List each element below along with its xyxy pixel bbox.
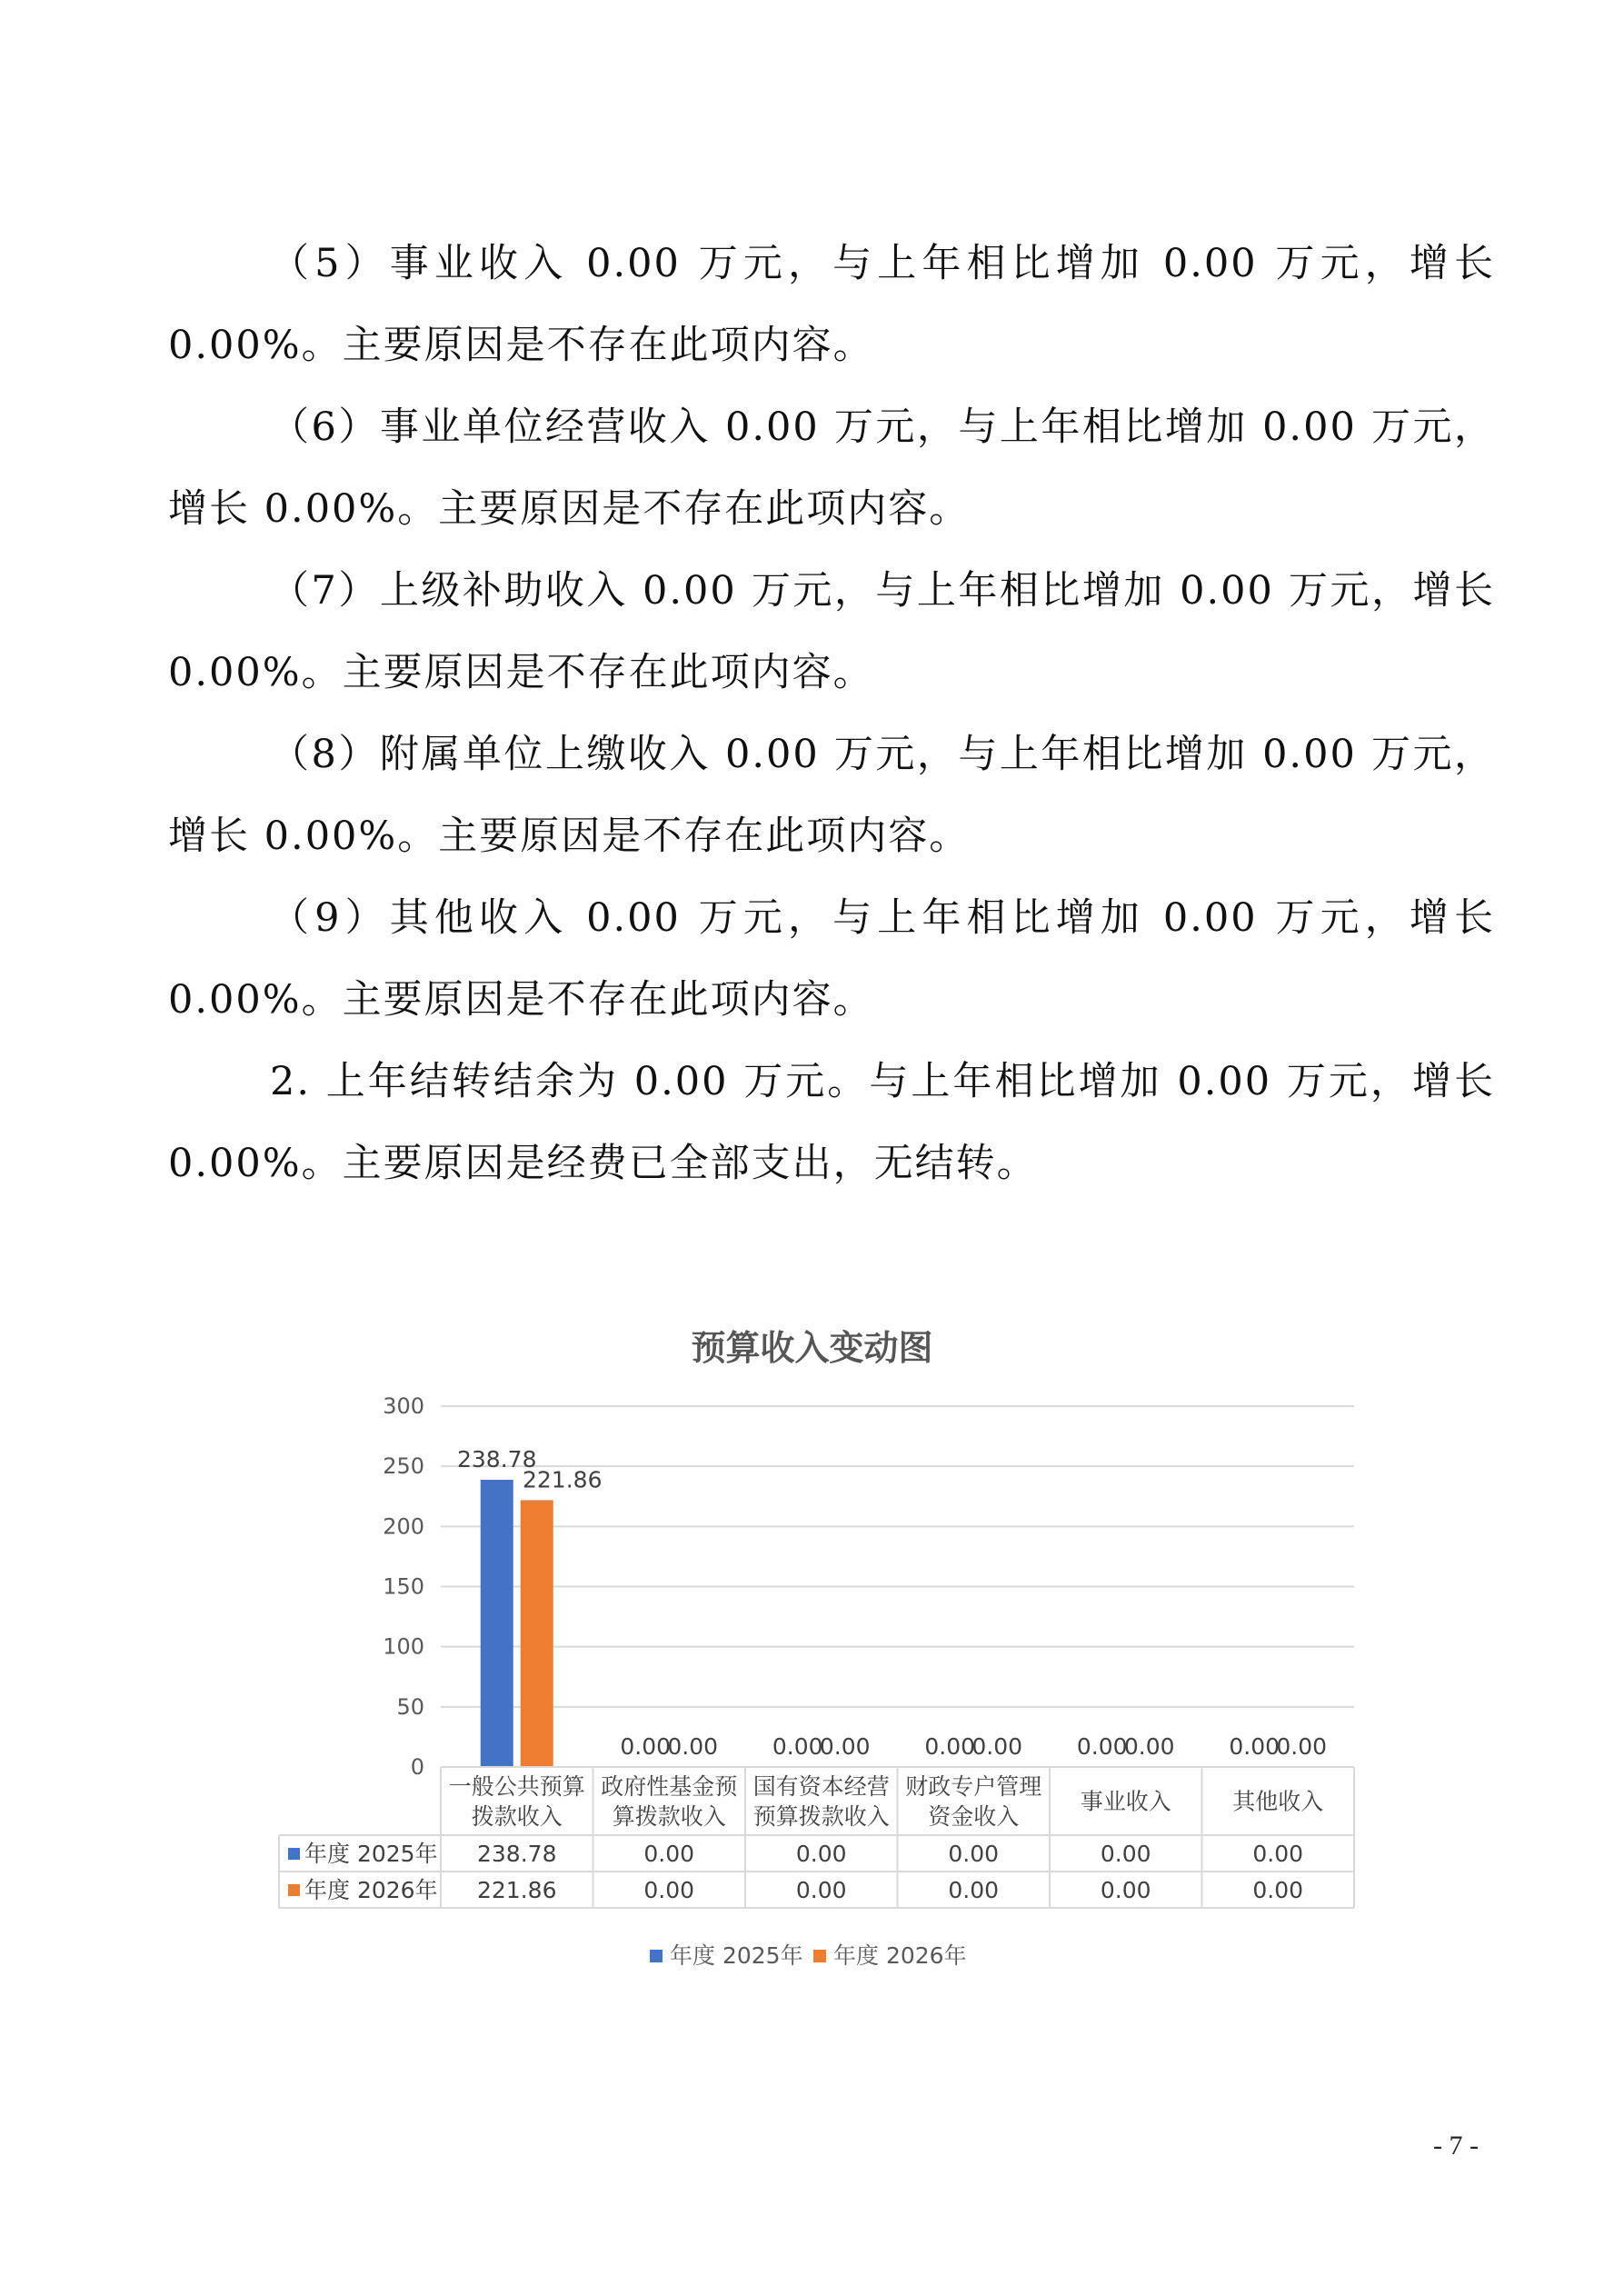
data-label: 0.00 (667, 1733, 719, 1760)
table-cell: 0.00 (643, 1877, 695, 1903)
y-tick-label: 100 (383, 1633, 424, 1660)
category-label: 政府性基金预 (601, 1773, 738, 1800)
table-legend-key (288, 1884, 300, 1896)
paragraph-6-text: （6）事业单位经营收入 0.00 万元，与上年相比增加 0.00 万元，增长 0.00%。主要原因是不存在此项内容。 (168, 404, 1495, 532)
data-label: 0.00 (620, 1733, 672, 1760)
data-label: 0.00 (1076, 1733, 1128, 1760)
table-cell: 0.00 (1100, 1841, 1151, 1867)
table-cell: 0.00 (1252, 1841, 1304, 1867)
paragraph-5 (168, 223, 1495, 386)
paragraph-8-text: （8）附属单位上缴收入 0.00 万元，与上年相比增加 0.00 万元，增长 0.00%。主要原因是不存在此项内容。 (168, 732, 1495, 859)
paragraph-9-text: （9）其他收入 0.00 万元，与上年相比增加 0.00 万元，增长 0.00%。主要原因是不存在此项内容。 (168, 895, 1495, 1023)
paragraph-5-text: （5）事业收入 0.00 万元，与上年相比增加 0.00 万元，增长 0.00%。主要原因是不存在此项内容。 (168, 241, 1495, 368)
data-label: 221.86 (523, 1466, 603, 1493)
data-label: 0.00 (971, 1733, 1023, 1760)
paragraph-7-text: （7）上级补助收入 0.00 万元，与上年相比增加 0.00 万元，增长 0.00%。主要原因是不存在此项内容。 (168, 568, 1495, 695)
y-tick-label: 50 (396, 1693, 424, 1720)
chart-title: 预算收入变动图 (691, 1328, 933, 1368)
data-label: 0.00 (1123, 1733, 1175, 1760)
budget-income-chart (0, 1382, 1624, 2072)
table-cell: 0.00 (948, 1877, 1000, 1903)
paragraph-carryover-text: 2. 上年结转结余为 0.00 万元。与上年相比增加 0.00 万元，增长 0.00%。主要原因是经费已全部支出，无结转。 (168, 1059, 1495, 1186)
table-legend-key (288, 1848, 300, 1860)
bar (481, 1480, 513, 1767)
table-cell: 0.00 (948, 1841, 1000, 1867)
table-series-name: 年度 2026年 (304, 1877, 438, 1903)
paragraph-carryover (168, 1041, 1495, 1204)
table-cell: 238.78 (477, 1841, 557, 1867)
data-label: 0.00 (819, 1733, 871, 1760)
category-label: 拨款收入 (471, 1803, 563, 1830)
data-label: 0.00 (924, 1733, 976, 1760)
category-label: 国有资本经营 (752, 1773, 890, 1800)
category-label: 其他收入 (1232, 1788, 1324, 1815)
category-label: 预算拨款收入 (752, 1803, 890, 1830)
legend-label: 年度 2025年 (670, 1942, 803, 1969)
y-tick-label: 250 (383, 1453, 424, 1480)
table-cell: 221.86 (477, 1877, 557, 1903)
table-cell: 0.00 (1252, 1877, 1304, 1903)
category-label: 财政专户管理 (905, 1773, 1042, 1800)
table-cell: 0.00 (795, 1841, 847, 1867)
data-label: 0.00 (1229, 1733, 1280, 1760)
page-number: - 7 - (1433, 2131, 1479, 2161)
paragraph-9 (168, 877, 1495, 1041)
paragraph-6 (168, 386, 1495, 550)
y-tick-label: 300 (383, 1393, 424, 1419)
table-cell: 0.00 (643, 1841, 695, 1867)
y-tick-label: 0 (410, 1754, 424, 1780)
category-label: 算拨款收入 (612, 1803, 726, 1830)
table-cell: 0.00 (795, 1877, 847, 1903)
category-label: 资金收入 (928, 1803, 1020, 1830)
y-tick-label: 200 (383, 1513, 424, 1540)
category-label: 一般公共预算 (448, 1773, 585, 1800)
paragraph-7 (168, 550, 1495, 714)
paragraph-8 (168, 714, 1495, 877)
legend-label: 年度 2026年 (833, 1942, 967, 1969)
table-series-name: 年度 2025年 (304, 1841, 438, 1867)
table-cell: 0.00 (1100, 1877, 1151, 1903)
category-label: 事业收入 (1080, 1788, 1171, 1815)
legend-swatch (813, 1950, 826, 1962)
legend-swatch (650, 1950, 663, 1962)
y-tick-label: 150 (383, 1573, 424, 1600)
data-label: 0.00 (1276, 1733, 1328, 1760)
data-label: 0.00 (772, 1733, 823, 1760)
bar (521, 1500, 553, 1767)
data-label: 238.78 (457, 1446, 537, 1473)
